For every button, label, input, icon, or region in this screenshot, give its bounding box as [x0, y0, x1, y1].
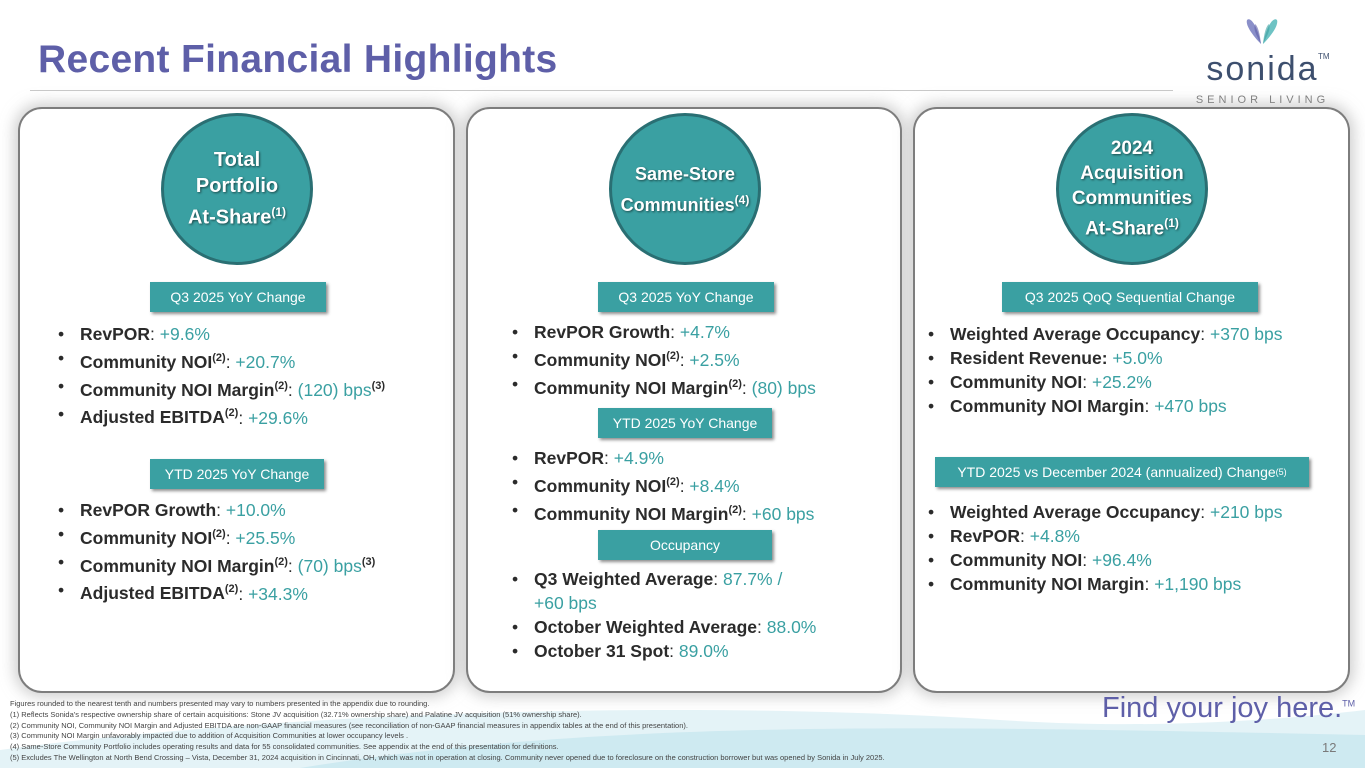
badge-q3-yoy: Q3 2025 YoY Change	[598, 282, 774, 312]
circle-line: Acquisition	[1080, 163, 1184, 185]
circle-line: Total	[213, 149, 261, 172]
separator: :	[1082, 372, 1092, 392]
list-item: • Weighted Average Occupancy: +210 bps	[926, 500, 1283, 524]
list-item: • Community $NOI^{(2)}$: +2.5%	[510, 344, 816, 372]
metric-value: +2.5%	[689, 349, 740, 370]
list-item	[926, 322, 1283, 346]
metric-value: +20.7%	[235, 351, 296, 372]
metric-value: (120) bps	[297, 379, 372, 400]
metric-value: +4.8%	[1029, 526, 1080, 546]
metric-value: +96.4%	[1091, 550, 1152, 570]
footnote-ref: (2)	[212, 528, 226, 540]
footnote-ref: (1)	[1164, 216, 1179, 231]
metric-value: +60 bps	[534, 593, 597, 613]
metric-value: +34.3%	[248, 583, 308, 604]
footnote-line: (3) Community NOI Margin unfavorably impacted due to addition of Acquisition Communities at lower occupancy levels .	[10, 731, 409, 741]
logo-trademark: TM	[1318, 52, 1330, 61]
metric-label: Community NOI Margin	[534, 503, 729, 524]
circle-line: Same-Store	[634, 163, 736, 184]
badge-q3-qoq: Q3 2025 QoQ Sequential Change	[1002, 282, 1258, 312]
footnotes	[10, 699, 1130, 764]
metric-value: +1,190 bps	[1154, 574, 1242, 594]
metric-value: +29.6%	[248, 407, 308, 428]
page-number: 12	[1322, 740, 1337, 755]
metric-value: +470 bps	[1154, 396, 1227, 416]
metric-value: +5.0%	[1112, 348, 1163, 368]
list-acquisition-ytd	[926, 500, 1283, 596]
metric-label: Community NOI Margin	[80, 379, 275, 400]
title-divider	[30, 90, 1173, 91]
metric-value: +370 bps	[1210, 324, 1283, 344]
metric-label: Community NOI	[80, 527, 213, 548]
badge-ytd-yoy: YTD 2025 YoY Change	[598, 408, 772, 438]
metric-value: +25.5%	[235, 527, 296, 548]
metric-value: +210 bps	[1210, 502, 1283, 522]
list-item: • Adjusted $EBITDA^{(2)}$: +29.6%	[56, 402, 385, 430]
logo-wordmark: sonida	[1206, 50, 1319, 88]
circle-line: Communities	[1071, 188, 1193, 210]
metric-label: Community NOI Margin	[534, 377, 729, 398]
metric-value: +8.4%	[689, 475, 740, 496]
metric-value: +9.6%	[159, 324, 210, 344]
list-item: • Adjusted $EBITDA^{(2)}$: +34.3%	[56, 578, 375, 606]
metric-label: RevPOR	[80, 324, 151, 344]
list-item: • RevPOR Growth: +10.0%	[56, 498, 375, 522]
metric-label: Community NOI Margin	[80, 555, 275, 576]
metric-label: October 31 Spot	[534, 641, 670, 661]
metric-label: Community NOI Margin	[950, 574, 1145, 594]
circle-line: 2024	[1110, 138, 1154, 160]
metric-value: (70) bps	[297, 555, 362, 576]
list-item: • Community NOI Margin$^{(2)}$: +60 bps	[510, 498, 814, 526]
circle-line: At-Share	[1085, 218, 1165, 240]
metric-label: RevPOR Growth	[80, 500, 217, 520]
circle-total-portfolio	[161, 113, 313, 265]
list-item: • Community NOI: +96.4%	[926, 548, 1283, 572]
logo-subtitle: SENIOR LIVING	[1195, 94, 1330, 106]
metric-label: Community NOI	[950, 550, 1083, 570]
list-item: • Community NOI Margin: +1,190 bps	[926, 572, 1283, 596]
metric-value: +4.7%	[679, 322, 730, 342]
list-item: • October 31 Spot: 89.0%	[510, 639, 816, 663]
metric-value: 87.7% /	[723, 569, 783, 589]
tagline-text: Find your joy here.	[1102, 692, 1343, 724]
list-samestore-ytd	[510, 446, 814, 526]
metric-label: Q3 Weighted Average	[534, 569, 714, 589]
list-item: • Q3 Weighted Average: 87.7% / +60 bps	[510, 567, 816, 615]
metric-label: RevPOR	[950, 526, 1021, 546]
tagline-trademark: TM	[1342, 698, 1356, 709]
metric-value: +4.9%	[613, 448, 664, 468]
butterfly-logo-icon	[1195, 14, 1330, 54]
metric-value: 89.0%	[678, 641, 729, 661]
metric-label: Community NOI	[534, 349, 667, 370]
list-samestore-occupancy	[510, 567, 816, 663]
metric-label: Adjusted EBITDA	[80, 407, 225, 428]
footnote-ref: (2)	[224, 583, 239, 596]
metric-label: October Weighted Average	[534, 617, 758, 637]
footnote-ref: (2)	[224, 407, 239, 420]
list-item	[926, 370, 1283, 394]
list-samestore-q3	[510, 320, 816, 400]
list-item: • Community NOI Margin$^{(2)}$: (70) bps$^{(3)}$	[56, 550, 375, 578]
list-item: • RevPOR: +9.6%	[56, 322, 385, 346]
list-item: • RevPOR Growth: +4.7%	[510, 320, 816, 344]
metric-label: Community NOI	[80, 351, 213, 372]
metric-value: +25.2%	[1091, 372, 1152, 392]
footnote-ref: (2)	[666, 350, 680, 362]
footnote-ref: (2)	[274, 555, 288, 568]
separator: :	[1200, 324, 1210, 344]
metric-value: +60 bps	[751, 503, 815, 524]
circle-line: Communities	[620, 194, 735, 215]
footnote-line: (5) Excludes The Wellington at North Bend Crossing – Vista, December 31, 2024 acquisition in Cincinnati, OH, which was not in operation at closing. Community never opened due to foreclosure on the construction borrower but was opened by Sonida in July 2025.	[10, 752, 885, 762]
metric-label: Resident Revenue:	[950, 348, 1108, 368]
list-item: • Community $NOI^{(2)}$: +20.7%	[56, 346, 385, 374]
footnote-ref: (4)	[734, 192, 750, 207]
page-title: Recent Financial Highlights	[38, 38, 558, 81]
separator: :	[1144, 396, 1155, 416]
metric-value: +10.0%	[225, 500, 286, 520]
footnote-line: (2) Community NOI, Community NOI Margin and Adjusted EBITDA are non-GAAP financial measures (see reconciliation of non-GAAP financial measures in appendix tables at the end of this presentation).	[10, 720, 688, 730]
metric-label: Community NOI	[534, 475, 667, 496]
circle-line: At-Share	[187, 206, 272, 229]
metric-label: RevPOR Growth	[534, 322, 671, 342]
list-item: • Community NOI Margin$^{(2)}$: (120) bps$^{(3)}$	[56, 374, 385, 402]
metric-value: (80) bps	[751, 377, 816, 398]
footnote-ref: (2)	[212, 352, 226, 364]
list-item: • Community NOI Margin$^{(2)}$: (80) bps	[510, 372, 816, 400]
sonida-logo	[1195, 14, 1330, 104]
badge-ytd-yoy: YTD 2025 YoY Change	[150, 459, 324, 489]
footnote-line: Figures rounded to the nearest tenth and numbers presented may vary to numbers presented in the appendix due to rounding.	[10, 699, 430, 708]
metric-label: Weighted Average Occupancy	[950, 324, 1201, 344]
badge-label: YTD 2025 vs December 2024 (annualized) Change	[957, 464, 1276, 480]
footnote-ref: (2)	[666, 476, 680, 488]
footnote-line: (1) Reflects Sonida's respective ownership share of certain acquisitions: Stone JV acquisition (32.71% ownership share) and Palatine JV acquisition (51% ownership share).	[10, 709, 582, 719]
footnote-ref: (5)	[1275, 467, 1287, 477]
badge-ytd-annualized	[935, 457, 1309, 487]
list-acquisition-q3	[926, 322, 1283, 418]
list-item: • RevPOR: +4.8%	[926, 524, 1283, 548]
circle-same-store	[609, 113, 761, 265]
footnote-line: (4) Same-Store Community Portfolio includes operating results and data for 55 consolidated communities. See appendix at the end of this presentation for definitions.	[10, 742, 559, 752]
metric-label: Community NOI	[950, 372, 1083, 392]
badge-q3-yoy: Q3 2025 YoY Change	[150, 282, 326, 312]
footnote-ref: (2)	[274, 379, 288, 392]
footnote-ref: (3)	[361, 555, 376, 568]
list-item: • RevPOR: +4.9%	[510, 446, 814, 470]
list-item	[926, 394, 1283, 418]
circle-line: Portfolio	[195, 175, 279, 198]
footnote-ref: (2)	[728, 377, 742, 390]
list-total-ytd	[56, 498, 375, 605]
list-item	[926, 346, 1283, 370]
list-item: • October Weighted Average: 88.0%	[510, 615, 816, 639]
footnote-ref: (1)	[271, 205, 287, 220]
list-item: • Community $NOI^{(2)}$: +8.4%	[510, 470, 814, 498]
metric-label: RevPOR	[534, 448, 605, 468]
metric-label: Weighted Average Occupancy	[950, 502, 1201, 522]
badge-occupancy: Occupancy	[598, 530, 772, 560]
list-item: • Community $NOI^{(2)}$: +25.5%	[56, 522, 375, 550]
metric-value: 88.0%	[766, 617, 817, 637]
circle-acquisition	[1056, 113, 1208, 265]
footnote-ref: (2)	[728, 503, 742, 516]
tagline	[1102, 692, 1355, 725]
metric-label: Community NOI Margin	[950, 396, 1145, 416]
metric-label: Adjusted EBITDA	[80, 583, 225, 604]
list-total-q3	[56, 322, 385, 429]
footnote-ref: (3)	[371, 379, 386, 392]
